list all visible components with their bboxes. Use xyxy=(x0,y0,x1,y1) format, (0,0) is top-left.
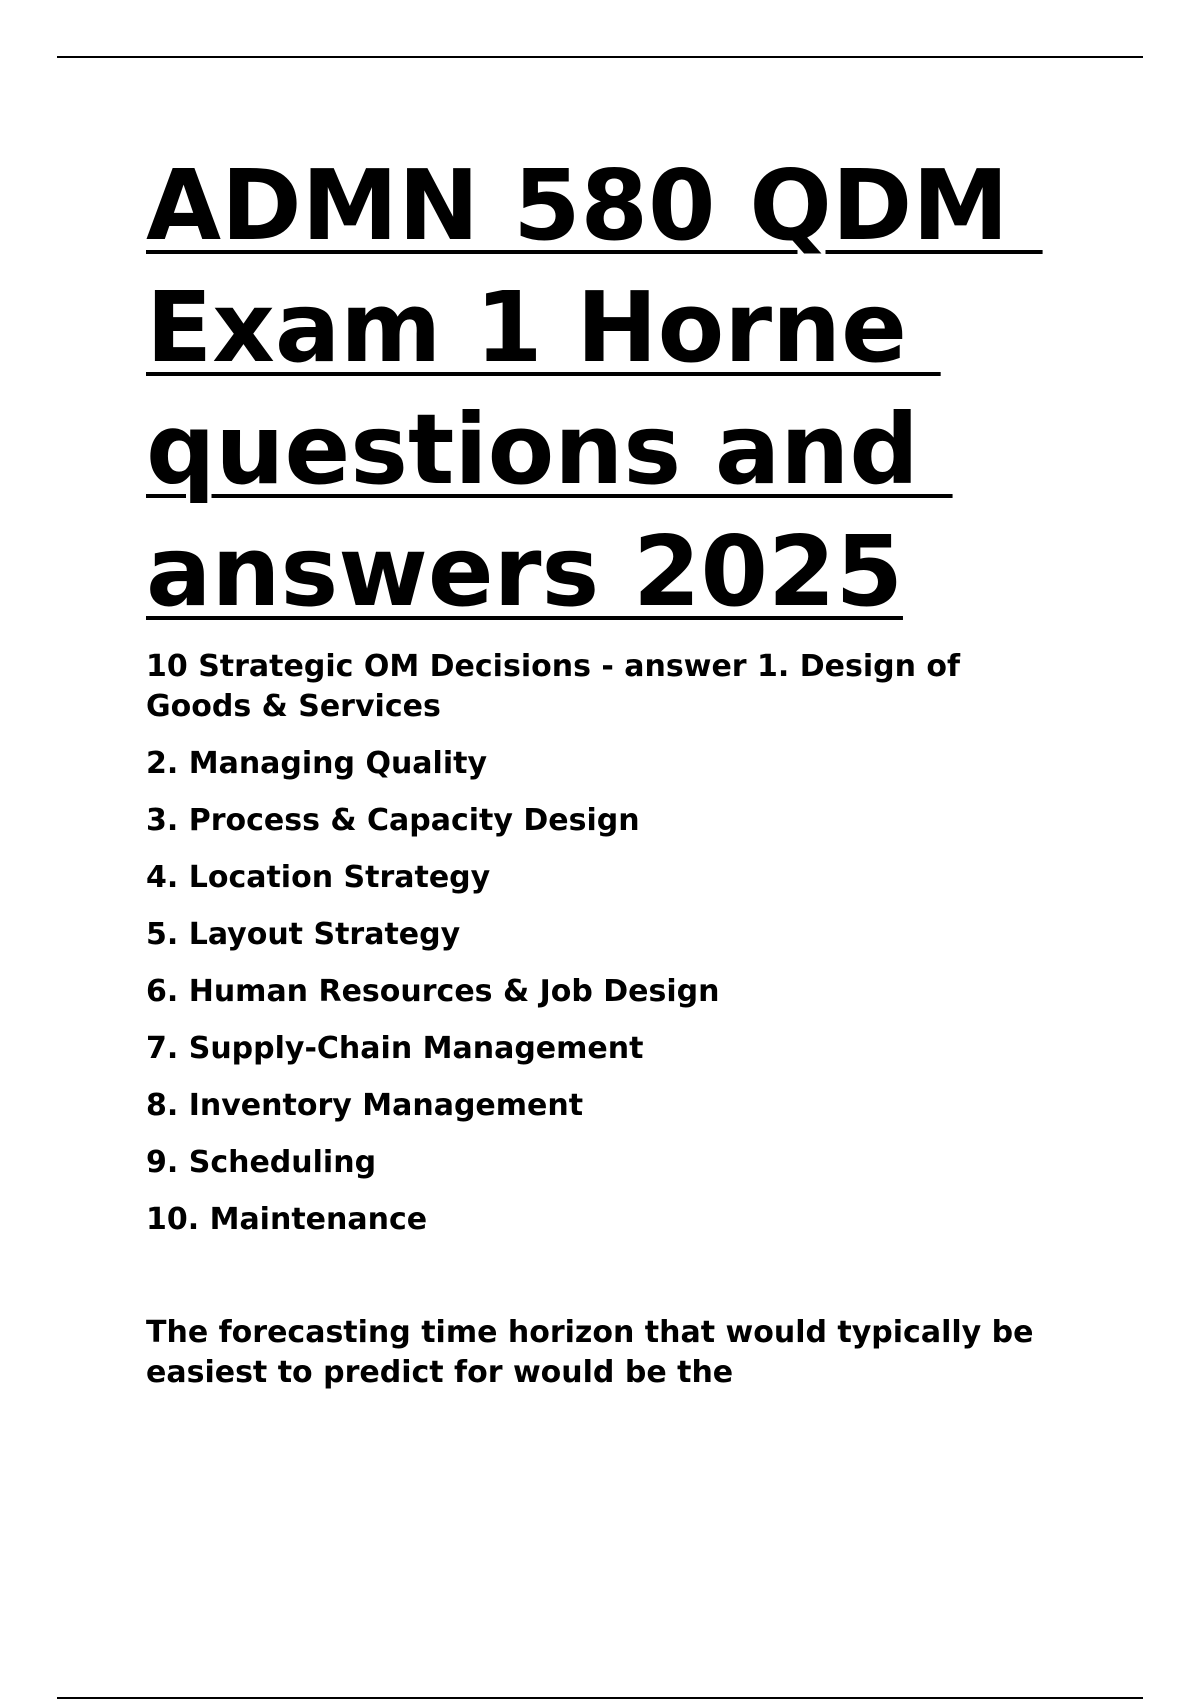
answer-item: 6. Human Resources & Job Design xyxy=(146,974,720,1009)
answer-item: 8. Inventory Management xyxy=(146,1088,584,1123)
answer-item: 3. Process & Capacity Design xyxy=(146,803,640,838)
qa-block-1 xyxy=(146,647,1066,1240)
top-rule xyxy=(57,56,1143,58)
bottom-rule xyxy=(57,1697,1143,1699)
question-text: The forecasting time horizon that would typically be easiest to predict for would be the xyxy=(146,1315,1034,1390)
document-title xyxy=(146,145,1066,633)
answer-item: 2. Managing Quality xyxy=(146,746,488,781)
title-line: ADMN 580 QDM xyxy=(146,149,1043,262)
answer-item: 7. Supply-Chain Management xyxy=(146,1031,644,1066)
title-line: answers 2025 xyxy=(146,515,903,628)
title-line: Exam 1 Horne xyxy=(146,271,941,384)
question-text: 10 Strategic OM Decisions - answer 1. Design of Goods & Services xyxy=(146,649,961,724)
answer-item: 5. Layout Strategy xyxy=(146,917,461,952)
answer-item: 10. Maintenance xyxy=(146,1202,428,1237)
answer-item: 9. Scheduling xyxy=(146,1145,377,1180)
title-line: questions and xyxy=(146,393,953,506)
answer-item: 4. Location Strategy xyxy=(146,860,491,895)
document-body xyxy=(146,145,1066,1393)
